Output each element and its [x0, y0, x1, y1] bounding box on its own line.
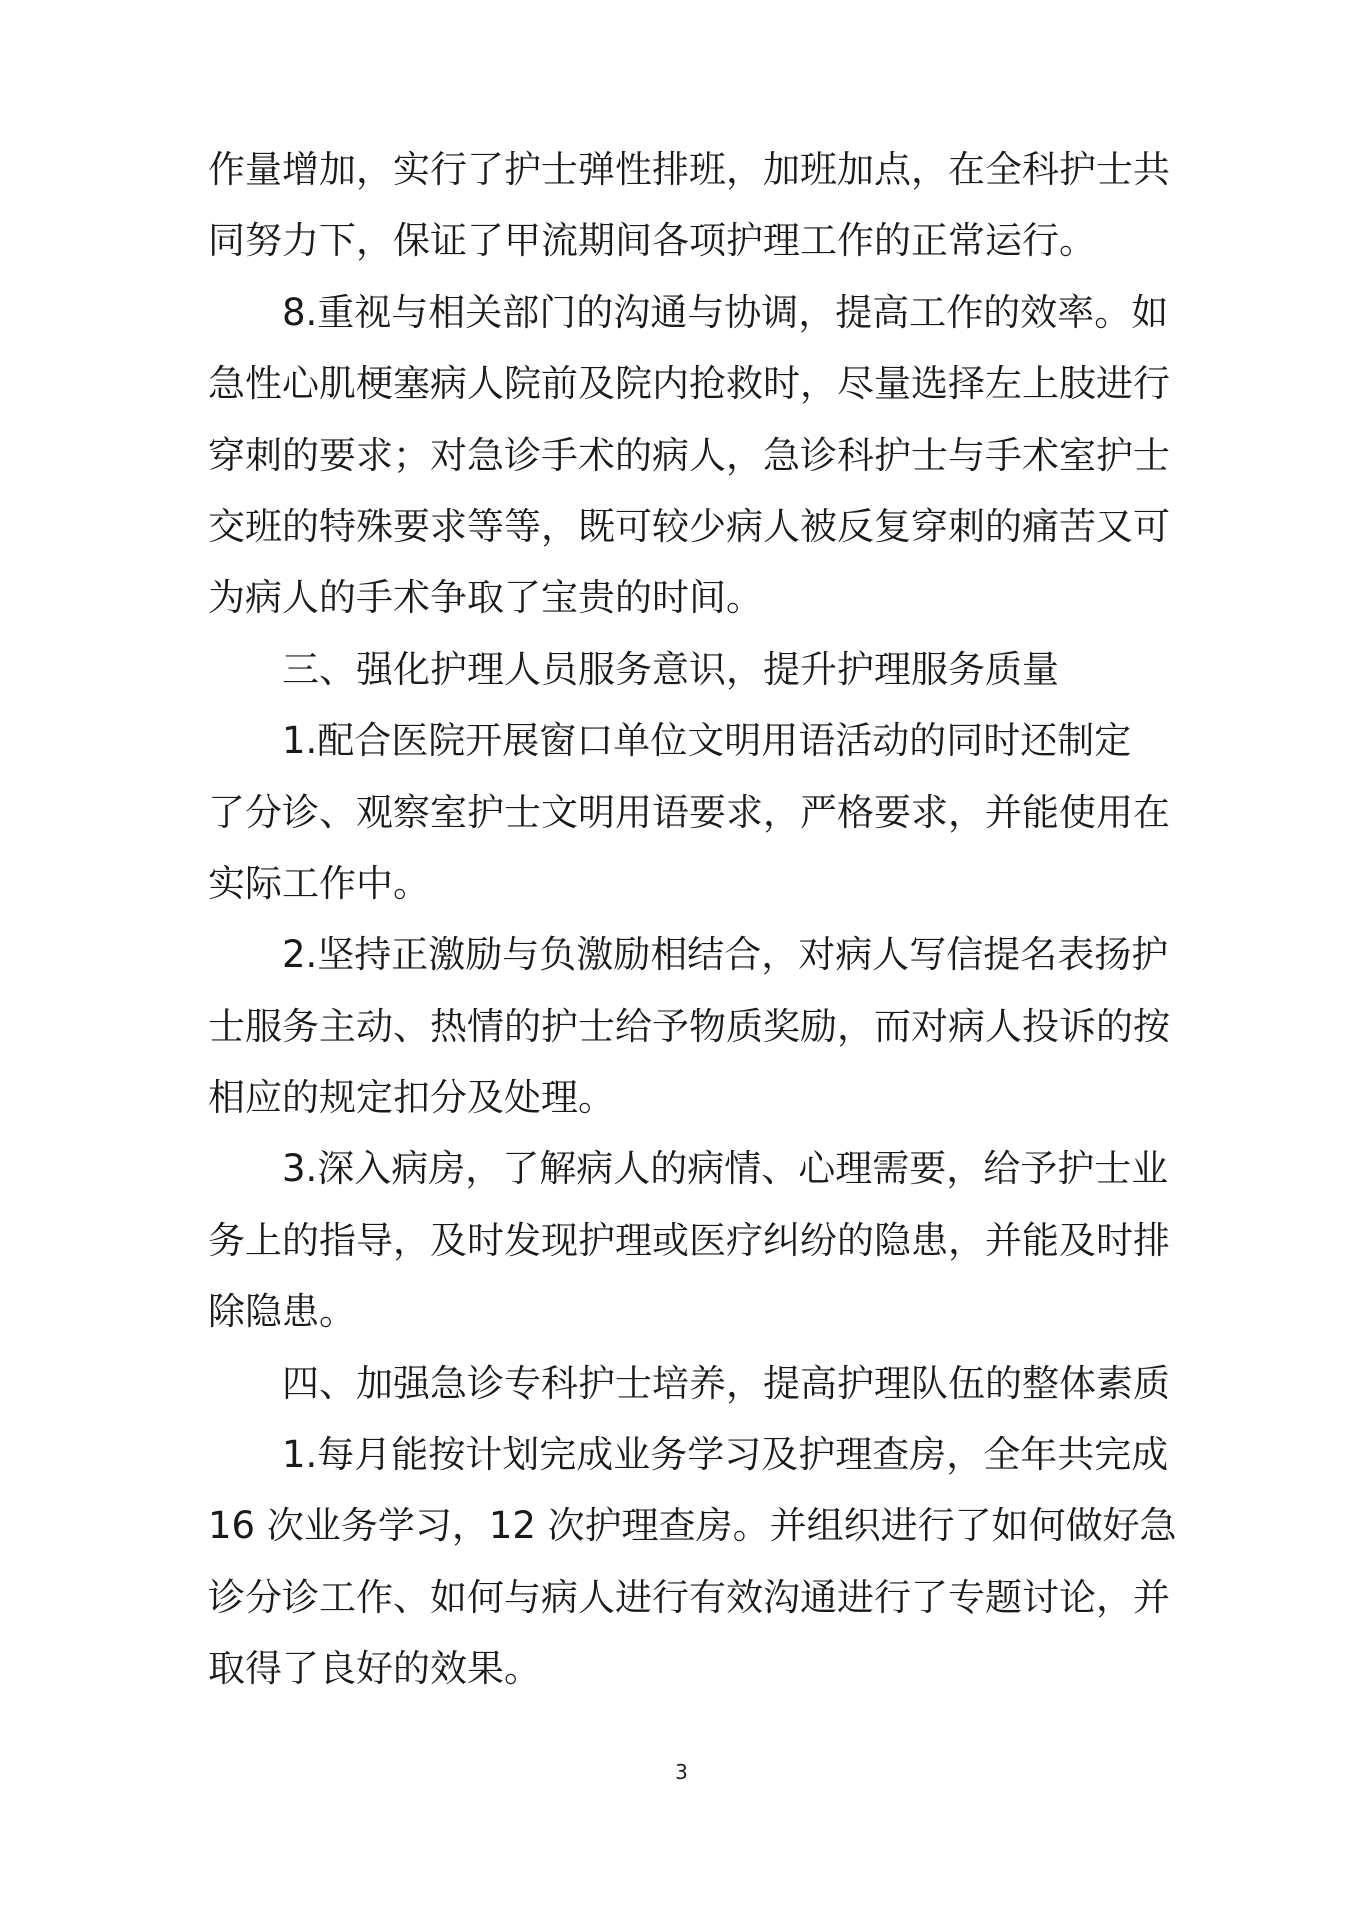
text-line: 实际工作中。: [208, 861, 430, 905]
text-line: 为病人的手术争取了宝贵的时间。: [208, 576, 763, 620]
text-line: 务上的指导，及时发现护理或医疗纠纷的隐患，并能及时排: [208, 1218, 1170, 1262]
text-line: 8.重视与相关部门的沟通与协调，提高工作的效率。如: [282, 290, 1169, 334]
body-text: [208, 134, 1177, 1705]
section-heading: 三、强化护理人员服务意识，提升护理服务质量: [282, 647, 1059, 691]
section-heading: 四、加强急诊专科护士培养，提高护理队伍的整体素质: [282, 1361, 1170, 1405]
text-line: 1.每月能按计划完成业务学习及护理查房，全年共完成: [282, 1433, 1169, 1477]
text-line: 同努力下，保证了甲流期间各项护理工作的正常运行。: [208, 219, 1096, 263]
text-line: 2.坚持正激励与负激励相结合，对病人写信提名表扬护: [282, 933, 1169, 977]
text-line: 取得了良好的效果。: [208, 1647, 541, 1691]
text-line: 了分诊、观察室护士文明用语要求，严格要求，并能使用在: [208, 790, 1170, 834]
text-line: 诊分诊工作、如何与病人进行有效沟通进行了专题讨论，并: [208, 1575, 1170, 1619]
text-line: 相应的规定扣分及处理。: [208, 1076, 615, 1120]
text-line: 16 次业务学习，12 次护理查房。并组织进行了如何做好急: [208, 1504, 1177, 1548]
text-line: 作量增加，实行了护士弹性排班，加班加点，在全科护士共: [208, 148, 1170, 191]
text-line: 急性心肌梗塞病人院前及院内抢救时，尽量选择左上肢进行: [208, 362, 1170, 406]
text-line: 3.深入病房，了解病人的病情、心理需要，给予护士业: [282, 1147, 1169, 1191]
page-number: 3: [675, 1760, 688, 1784]
text-line: 交班的特殊要求等等，既可较少病人被反复穿刺的痛苦又可: [208, 504, 1170, 548]
text-line: 除隐患。: [208, 1290, 356, 1334]
text-line: 士服务主动、热情的护士给予物质奖励，而对病人投诉的按: [208, 1004, 1170, 1048]
text-line: 1.配合医院开展窗口单位文明用语活动的同时还制定: [282, 719, 1132, 763]
text-line: 穿刺的要求；对急诊手术的病人，急诊科护士与手术室护士: [208, 433, 1170, 477]
